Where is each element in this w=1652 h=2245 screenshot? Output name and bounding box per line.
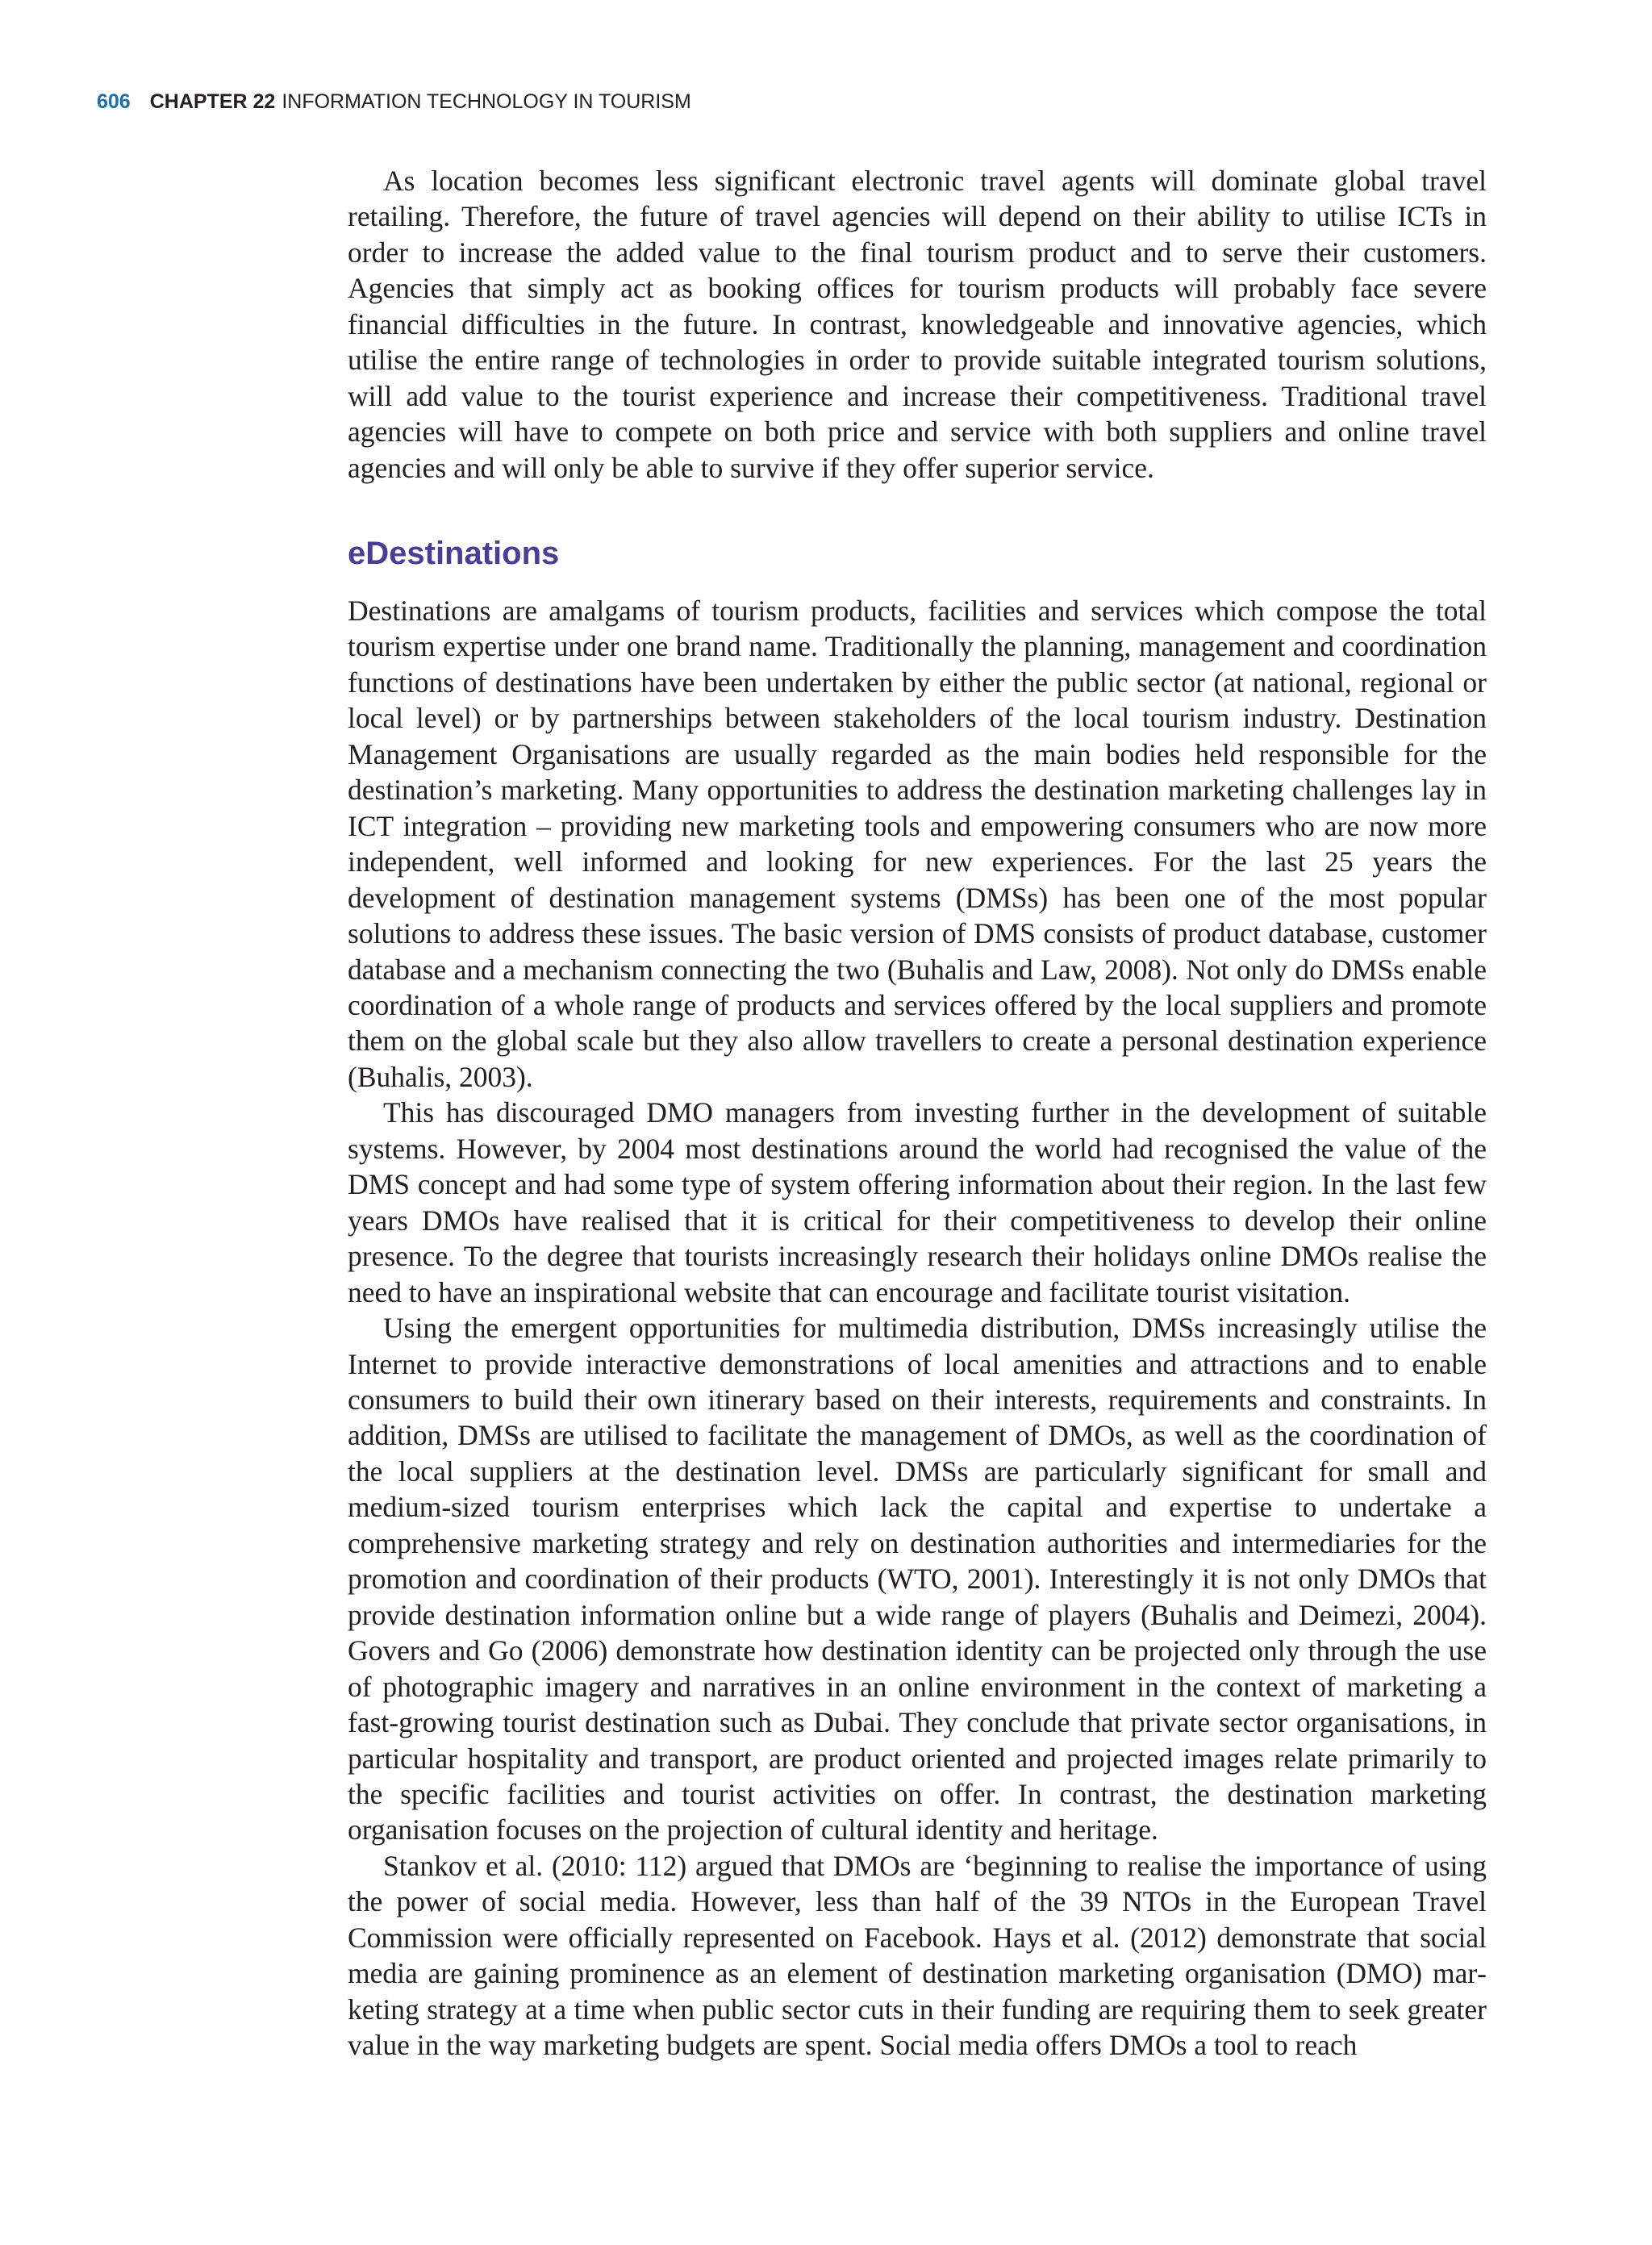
section-text-block	[348, 593, 1487, 2063]
chapter-label: CHAPTER 22	[149, 90, 276, 113]
body-paragraph: Using the emergent opportunities for multimedia distribution, DMSs increasingly utilise the Internet to provide interactive demonstrations of local amenities and attractions and to enable consumers to build their own itinerary based on their interests, requirements and constraints. In addition, DMSs are utilised to facilitate the management of DMOs, as well as the coordination of the local suppliers at the destination level. DMSs are particularly significant for small and medium-sized tourism enterprises which lack the capital and expertise to undertake a comprehensive marketing strategy and rely on destination authorities and intermediaries for the promotion and coordination of their products (WTO, 2001). Interestingly it is not only DMOs that provide destination information online but a wide range of players (Buhalis and Deimezi, 2004). Govers and Go (2006) demonstrate how destination identity can be projected only through the use of photographic imagery and narratives in an online environment in the context of marketing a fast-growing tourist destination such as Dubai. They conclude that private sector organisations, in particular hospitality and transport, are product oriented and projected images relate primarily to the specific facilities and tourist activities on offer. In contrast, the destination marketing organisation focuses on the projection of cultural identity and heritage.	[348, 1312, 1487, 1846]
chapter-title: INFORMATION TECHNOLOGY IN TOURISM	[282, 90, 691, 113]
body-paragraph: As location becomes less significant electronic travel agents will dominate global travel retailing. Therefore, the future of travel agencies will depend on their ability to utilise ICTs in order to increase the added value to the final tourism product and to serve their customers. Agencies that simply act as booking offices for tourism products will probably face severe financial difficulties in the future. In contrast, knowledgeable and innovative agencies, which utilise the entire range of technologies in order to provide suitable integrated tourism solutions, will add value to the tourist experience and increase their competitiveness. Traditional travel agencies will have to compete on both price and service with both suppliers and online travel agencies and will only be able to survive if they offer superior service.	[348, 165, 1487, 484]
body-paragraph: Stankov et al. (2010: 112) argued that DMOs are ‘beginning to realise the importance of using the power of social media. However, less than half of the 39 NTOs in the European Travel Commission were officially represented on Facebook. Hays et al. (2012) demonstrate that social media are gaining prominence as an element of destination marketing organisation (DMO) marketing strategy at a time when public sector cuts in their funding are requiring them to seek greater value in the way marketing budgets are spent. Social media offers DMOs a tool to reach	[348, 1849, 1487, 2062]
intro-text-block	[348, 163, 1487, 486]
running-head	[97, 90, 691, 114]
body-paragraph: This has discouraged DMO managers from investing further in the development of suitable systems. However, by 2004 most destinations around the world had recognised the value of the DMS concept and had some type of system offering information about their region. In the last few years DMOs have realised that it is critical for their competitiveness to develop their online presence. To the degree that tourists increasingly research their holidays online DMOs realise the need to have an inspirational website that can encourage and facilitate tourist visitation.	[348, 1096, 1487, 1308]
body-paragraph: Destinations are amalgams of tourism products, facilities and services which compose the total tourism expertise under one brand name. Traditionally the planning, management and coordination functions of destinations have been undertaken by either the public sector (at national, regional or local level) or by partnerships between stakeholders of the local tourism industry. Destination Management Organisations are usually regarded as the main bodies held responsible for the destination’s marketing. Many opportunities to address the destination marketing challenges lay in ICT integration – providing new marketing tools and empowering consumers who are now more independent, well informed and looking for new experiences. For the last 25 years the development of destination management systems (DMSs) has been one of the most popular solutions to address these issues. The basic version of DMS consists of product database, customer database and a mechanism connecting the two (Buhalis and Law, 2008). Not only do DMSs enable coordination of a whole range of products and services offered by the local suppliers and promote them on the global scale but they also allow travellers to create a personal destination experience (Buhalis, 2003).	[348, 595, 1487, 1093]
page-number: 606	[97, 90, 131, 113]
section-heading: eDestinations	[348, 536, 560, 571]
